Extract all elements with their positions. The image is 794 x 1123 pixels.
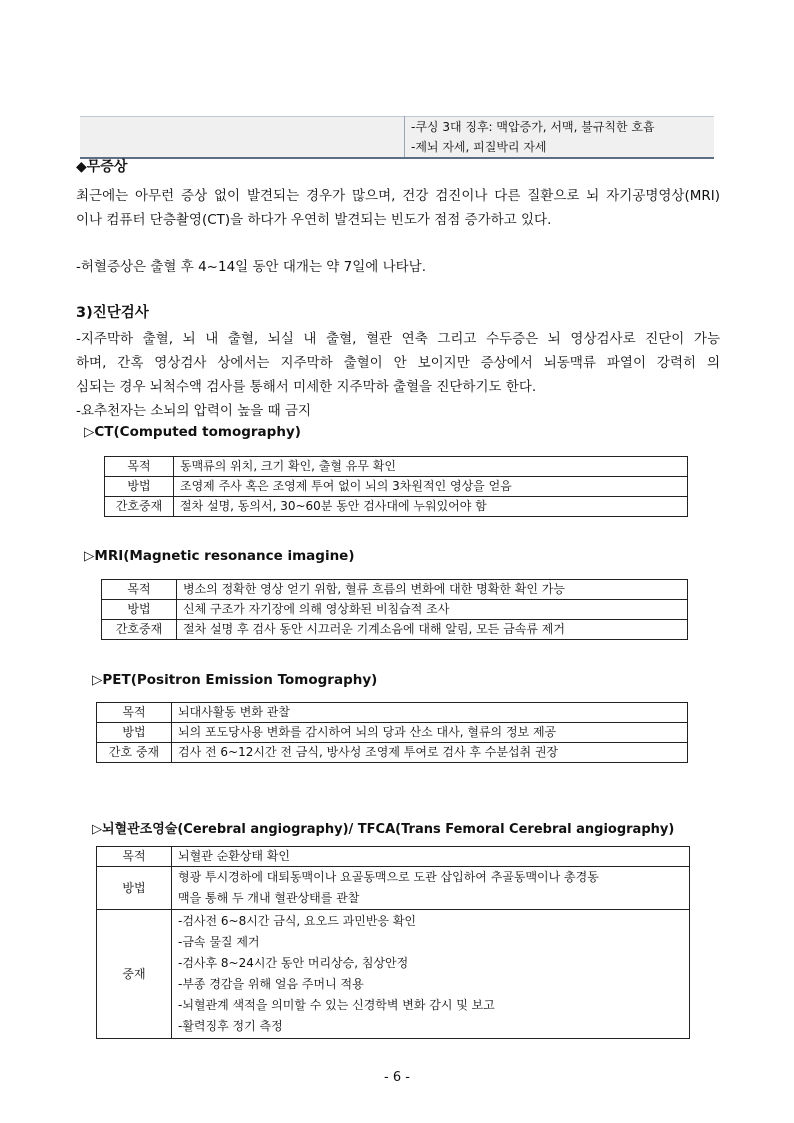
table-row [105, 497, 688, 517]
row-label: 간호중재 [102, 620, 177, 640]
table-row [97, 867, 690, 910]
table-row [97, 723, 688, 743]
row-label: 목적 [105, 457, 174, 477]
row-label: 목적 [97, 847, 172, 867]
row-value: 뇌대사활동 변화 관찰 [172, 703, 688, 723]
empty-cell [80, 137, 405, 158]
table-row [80, 117, 714, 138]
row-value: 조영제 주사 혹은 조영제 투여 없이 뇌의 3차원적인 영상을 얻음 [174, 477, 688, 497]
page-number: - 6 - [384, 1070, 410, 1085]
angio-title: ▷뇌혈관조영술(Cerebral angiography)/ TFCA(Trans Femoral Cerebral angiography) [92, 822, 675, 837]
row-label: 목적 [102, 580, 177, 600]
row-value: 절차 설명 후 검사 동안 시끄러운 기계소음에 대해 알림, 모든 금속류 제거 [177, 620, 688, 640]
paragraph-line: 심되는 경우 뇌척수액 검사를 통해서 미세한 지주막하 출혈을 진단하기도 한다. [76, 379, 537, 395]
row-value: 뇌혈관 순환상태 확인 [172, 847, 690, 867]
empty-cell [80, 117, 405, 138]
table-row [105, 457, 688, 477]
row-label: 간호 중재 [97, 743, 172, 763]
paragraph-line: -요추천자는 소뇌의 압력이 높을 때 금지 [76, 403, 311, 419]
paragraph-line: -지주막하 출혈, 뇌 내 출혈, 뇌실 내 출혈, 혈관 연축 그리고 수두증은 뇌 영상검사로 진단이 가능 [76, 331, 720, 347]
paragraph-line: 이나 컴퓨터 단층촬영(CT)을 하다가 우연히 발견되는 빈도가 점점 증가하고 있다. [76, 212, 552, 228]
table-row [97, 743, 688, 763]
row-value: 검사 전 6~12시간 전 금식, 방사성 조영제 투여로 검사 후 수분섭취 권장 [172, 743, 688, 763]
diagnosis-heading: 3)진단검사 [76, 305, 149, 321]
row-value: 병소의 정확한 영상 얻기 위함, 혈류 흐름의 변화에 대한 명확한 확인 가능 [177, 580, 688, 600]
table-row [102, 580, 688, 600]
row-label: 간호중재 [105, 497, 174, 517]
cell-line: -금속 물질 제거 [178, 935, 260, 949]
row-label: 방법 [97, 723, 172, 743]
row-label: 목적 [97, 703, 172, 723]
table-row [97, 703, 688, 723]
table-cell: -쿠싱 3대 징후: 맥압증가, 서맥, 불규칙한 호흡 [405, 117, 715, 138]
angio-table [96, 846, 690, 1039]
row-value: 절차 설명, 동의서, 30~60분 동안 검사대에 누워있어야 함 [174, 497, 688, 517]
table-row [80, 137, 714, 158]
row-label: 방법 [97, 867, 172, 910]
diagnosis-paragraph [76, 327, 720, 423]
asymptomatic-paragraph [76, 184, 720, 232]
cell-line: -검사후 8~24시간 동안 머리상승, 침상안정 [178, 956, 409, 970]
cell-line: 맥을 통해 두 개내 혈관상태를 관찰 [178, 891, 360, 905]
row-label: 방법 [105, 477, 174, 497]
table-row [97, 910, 690, 1039]
row-value [172, 910, 690, 1039]
mri-title: ▷MRI(Magnetic resonance imagine) [84, 548, 355, 564]
table-row [105, 477, 688, 497]
cell-line: -부종 경감을 위해 얼음 주머니 적용 [178, 977, 364, 991]
row-value [172, 867, 690, 910]
row-label: 중재 [97, 910, 172, 1039]
table-row [97, 847, 690, 867]
cell-line: -검사전 6~8시간 금식, 요오드 과민반응 확인 [178, 914, 417, 928]
table-row [102, 620, 688, 640]
table-cell: -제뇌 자세, 피질박리 자세 [405, 137, 715, 158]
pet-title: ▷PET(Positron Emission Tomography) [92, 672, 378, 688]
table-row [102, 600, 688, 620]
paragraph-line: 최근에는 아무런 증상 없이 발견되는 경우가 많으며, 건강 검진이나 다른 질환으로 뇌 자기공명영상(MRI) [76, 188, 720, 204]
paragraph-line: 하며, 간혹 영상검사 상에서는 지주막하 출혈이 안 보이지만 증상에서 뇌동맥류 파열이 강력히 의 [76, 355, 720, 371]
asymptomatic-heading: ◆무증상 [76, 159, 128, 175]
ct-title: ▷CT(Computed tomography) [84, 424, 301, 440]
row-value: 뇌의 포도당사용 변화를 감시하여 뇌의 당과 산소 대사, 혈류의 정보 제공 [172, 723, 688, 743]
row-label: 방법 [102, 600, 177, 620]
cell-line: -뇌혈관계 색적을 의미할 수 있는 신경학벽 변화 감시 및 보고 [178, 998, 495, 1012]
row-value: 동맥류의 위치, 크기 확인, 출혈 유무 확인 [174, 457, 688, 477]
pet-table [96, 702, 688, 763]
ischemia-note: -허혈증상은 출혈 후 4~14일 동안 대개는 약 7일에 나타남. [76, 259, 426, 275]
row-value: 신체 구조가 자기장에 의해 영상화된 비침습적 조사 [177, 600, 688, 620]
top-continuation-table [80, 116, 714, 159]
cell-line: 형광 투시경하에 대퇴동맥이나 요골동맥으로 도관 삽입하여 추골동맥이나 총경동 [178, 870, 599, 884]
mri-table [101, 579, 688, 640]
cell-line: -활력징후 정기 측정 [178, 1019, 283, 1033]
ct-table [104, 456, 688, 517]
